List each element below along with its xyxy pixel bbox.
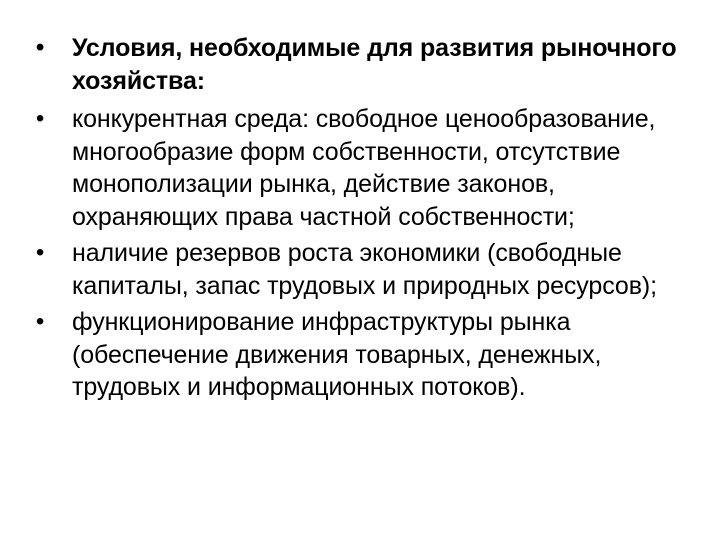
bullet-item-market-infrastructure <box>30 306 690 404</box>
bullet-text-market-infrastructure: функционирование инфраструктуры рынка (обеспечение движения товарных, денежных, трудовых и информационных потоков). <box>72 308 602 401</box>
bullet-text-conditions: Условия, необходимые для развития рыночного хозяйства: <box>72 34 677 95</box>
bullet-marker: • <box>35 105 45 132</box>
bullet-item-growth-reserves <box>30 237 690 302</box>
bullet-marker: • <box>35 239 45 266</box>
bullet-marker: • <box>35 34 45 61</box>
bullet-list <box>30 32 690 408</box>
bullet-marker: • <box>35 308 45 335</box>
bullet-text-competitive-environment: конкурентная среда: свободное ценообразование, многообразие форм собственности, отсутствие монополизации рынка, действие законов, охраняющих права частной собственности; <box>72 105 656 231</box>
bullet-text-growth-reserves: наличие резервов роста экономики (свободные капиталы, запас трудовых и природных ресурсов); <box>72 239 657 300</box>
bullet-item-competitive-environment <box>30 103 690 233</box>
bullet-item-heading <box>30 32 690 97</box>
